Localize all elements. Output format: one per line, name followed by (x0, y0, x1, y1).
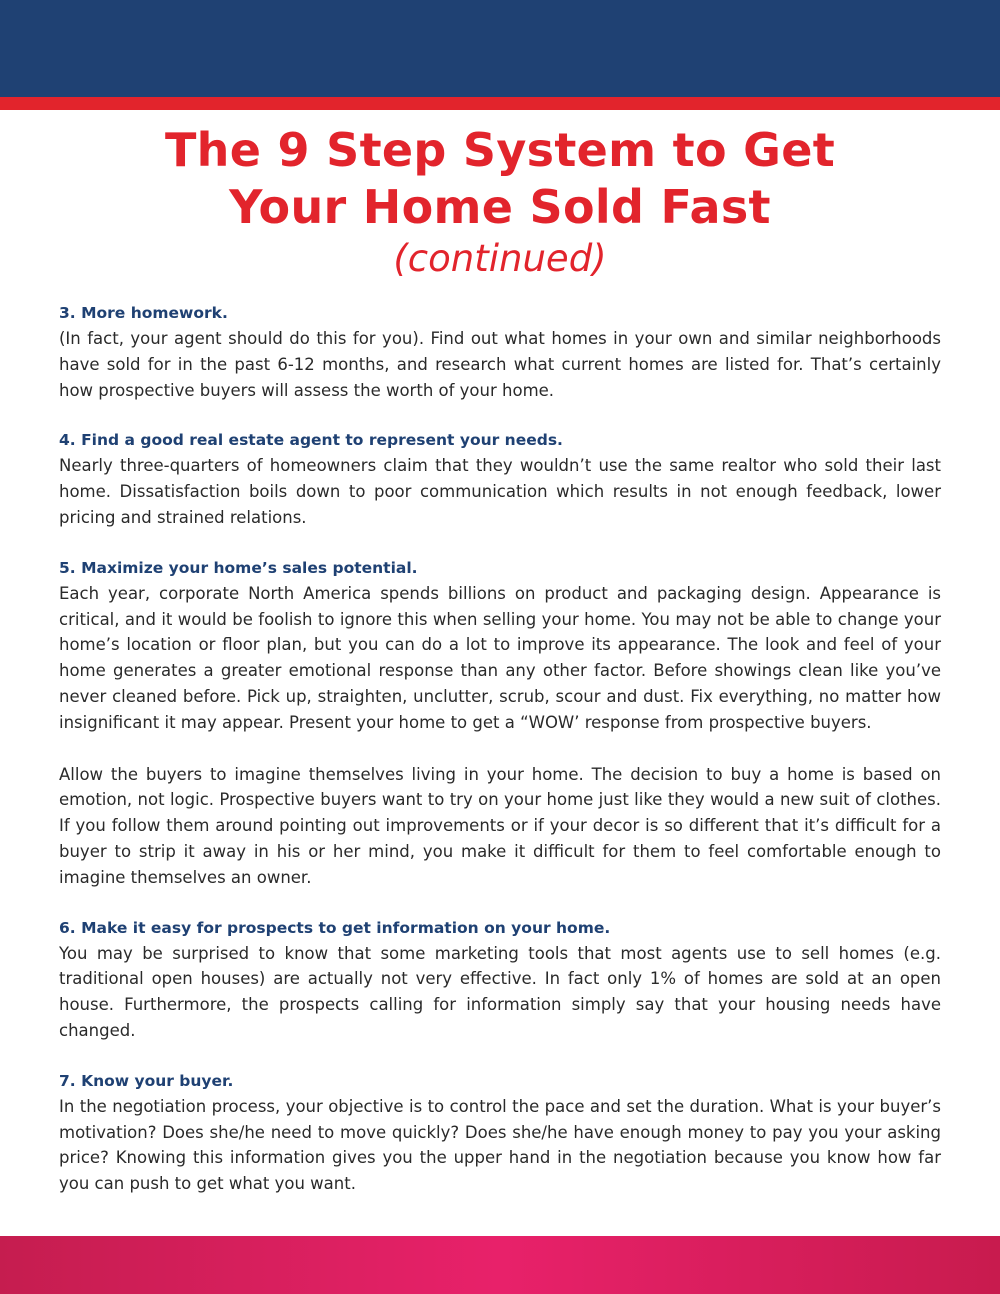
section-step-7 (59, 1068, 941, 1197)
section-heading: 6. Make it easy for prospects to get information on your home. (59, 918, 611, 937)
header-accent-stripe (0, 97, 1000, 110)
page-title-line-2: Your Home Sold Fast (229, 180, 771, 234)
article-body (59, 300, 941, 1221)
section-heading: 3. More homework. (59, 304, 228, 322)
section-heading: 4. Find a good real estate agent to represent your needs. (59, 431, 563, 450)
section-step-3 (59, 300, 941, 403)
page-title-line-1: The 9 Step System to Get (165, 123, 835, 177)
section-heading: 5. Maximize your home’s sales potential. (59, 558, 418, 577)
title-block (0, 122, 1000, 282)
section-heading: 7. Know your buyer. (59, 1071, 234, 1090)
section-paragraph: Allow the buyers to imagine themselves living in your home. The decision to buy a home is based on emotion, not logic. Prospective buyers want to try on your home just like they would a new suit of clothes. If you follow them around pointing out improvements or if your decor is so different that it’s difficult for a buyer to strip it away in his or her mind, you make it difficult for them to feel comfortable enough to imagine themselves an owner. (59, 764, 941, 887)
page-subtitle: (continued) (393, 237, 607, 280)
section-step-6 (59, 915, 941, 1044)
section-step-4 (59, 427, 941, 530)
section-paragraph: In the negotiation process, your objective is to control the pace and set the duration. What is your buyer’s motivation? Does she/he need to move quickly? Does she/he have enough money to pay you your asking price? Knowing this information gives you the upper hand in the negotiation because you know how far you can push to get what you want. (59, 1096, 941, 1194)
header-band (0, 0, 1000, 97)
section-paragraph: Nearly three-quarters of homeowners claim that they wouldn’t use the same realtor who sold their last home. Dissatisfaction boils down to poor communication which results in not enough feedback, lower pricing and strained relations. (59, 456, 941, 527)
footer-band (0, 1236, 1000, 1294)
section-paragraph: Each year, corporate North America spends billions on product and packaging design. Appearance is critical, and it would be foolish to ignore this when selling your home. You may not be able to change your home’s location or floor plan, but you can do a lot to improve its appearance. The look and feel of your home generates a greater emotional response than any other factor. Before showings clean like you’ve never cleaned before. Pick up, straighten, unclutter, scrub, scour and dust. Fix everything, no matter how insignificant it may appear. Present your home to get a “WOW’ response from prospective buyers. (59, 583, 941, 732)
section-step-5 (59, 555, 941, 891)
section-paragraph: You may be surprised to know that some marketing tools that most agents use to sell homes (e.g. traditional open houses) are actually not very effective. In fact only 1% of homes are sold at an open house. Furthermore, the prospects calling for information simply say that your housing needs have changed. (59, 943, 941, 1040)
section-paragraph: (In fact, your agent should do this for you). Find out what homes in your own and similar neighborhoods have sold for in the past 6-12 months, and research what current homes are listed for. That’s certainly how prospective buyers will assess the worth of your home. (59, 329, 941, 400)
